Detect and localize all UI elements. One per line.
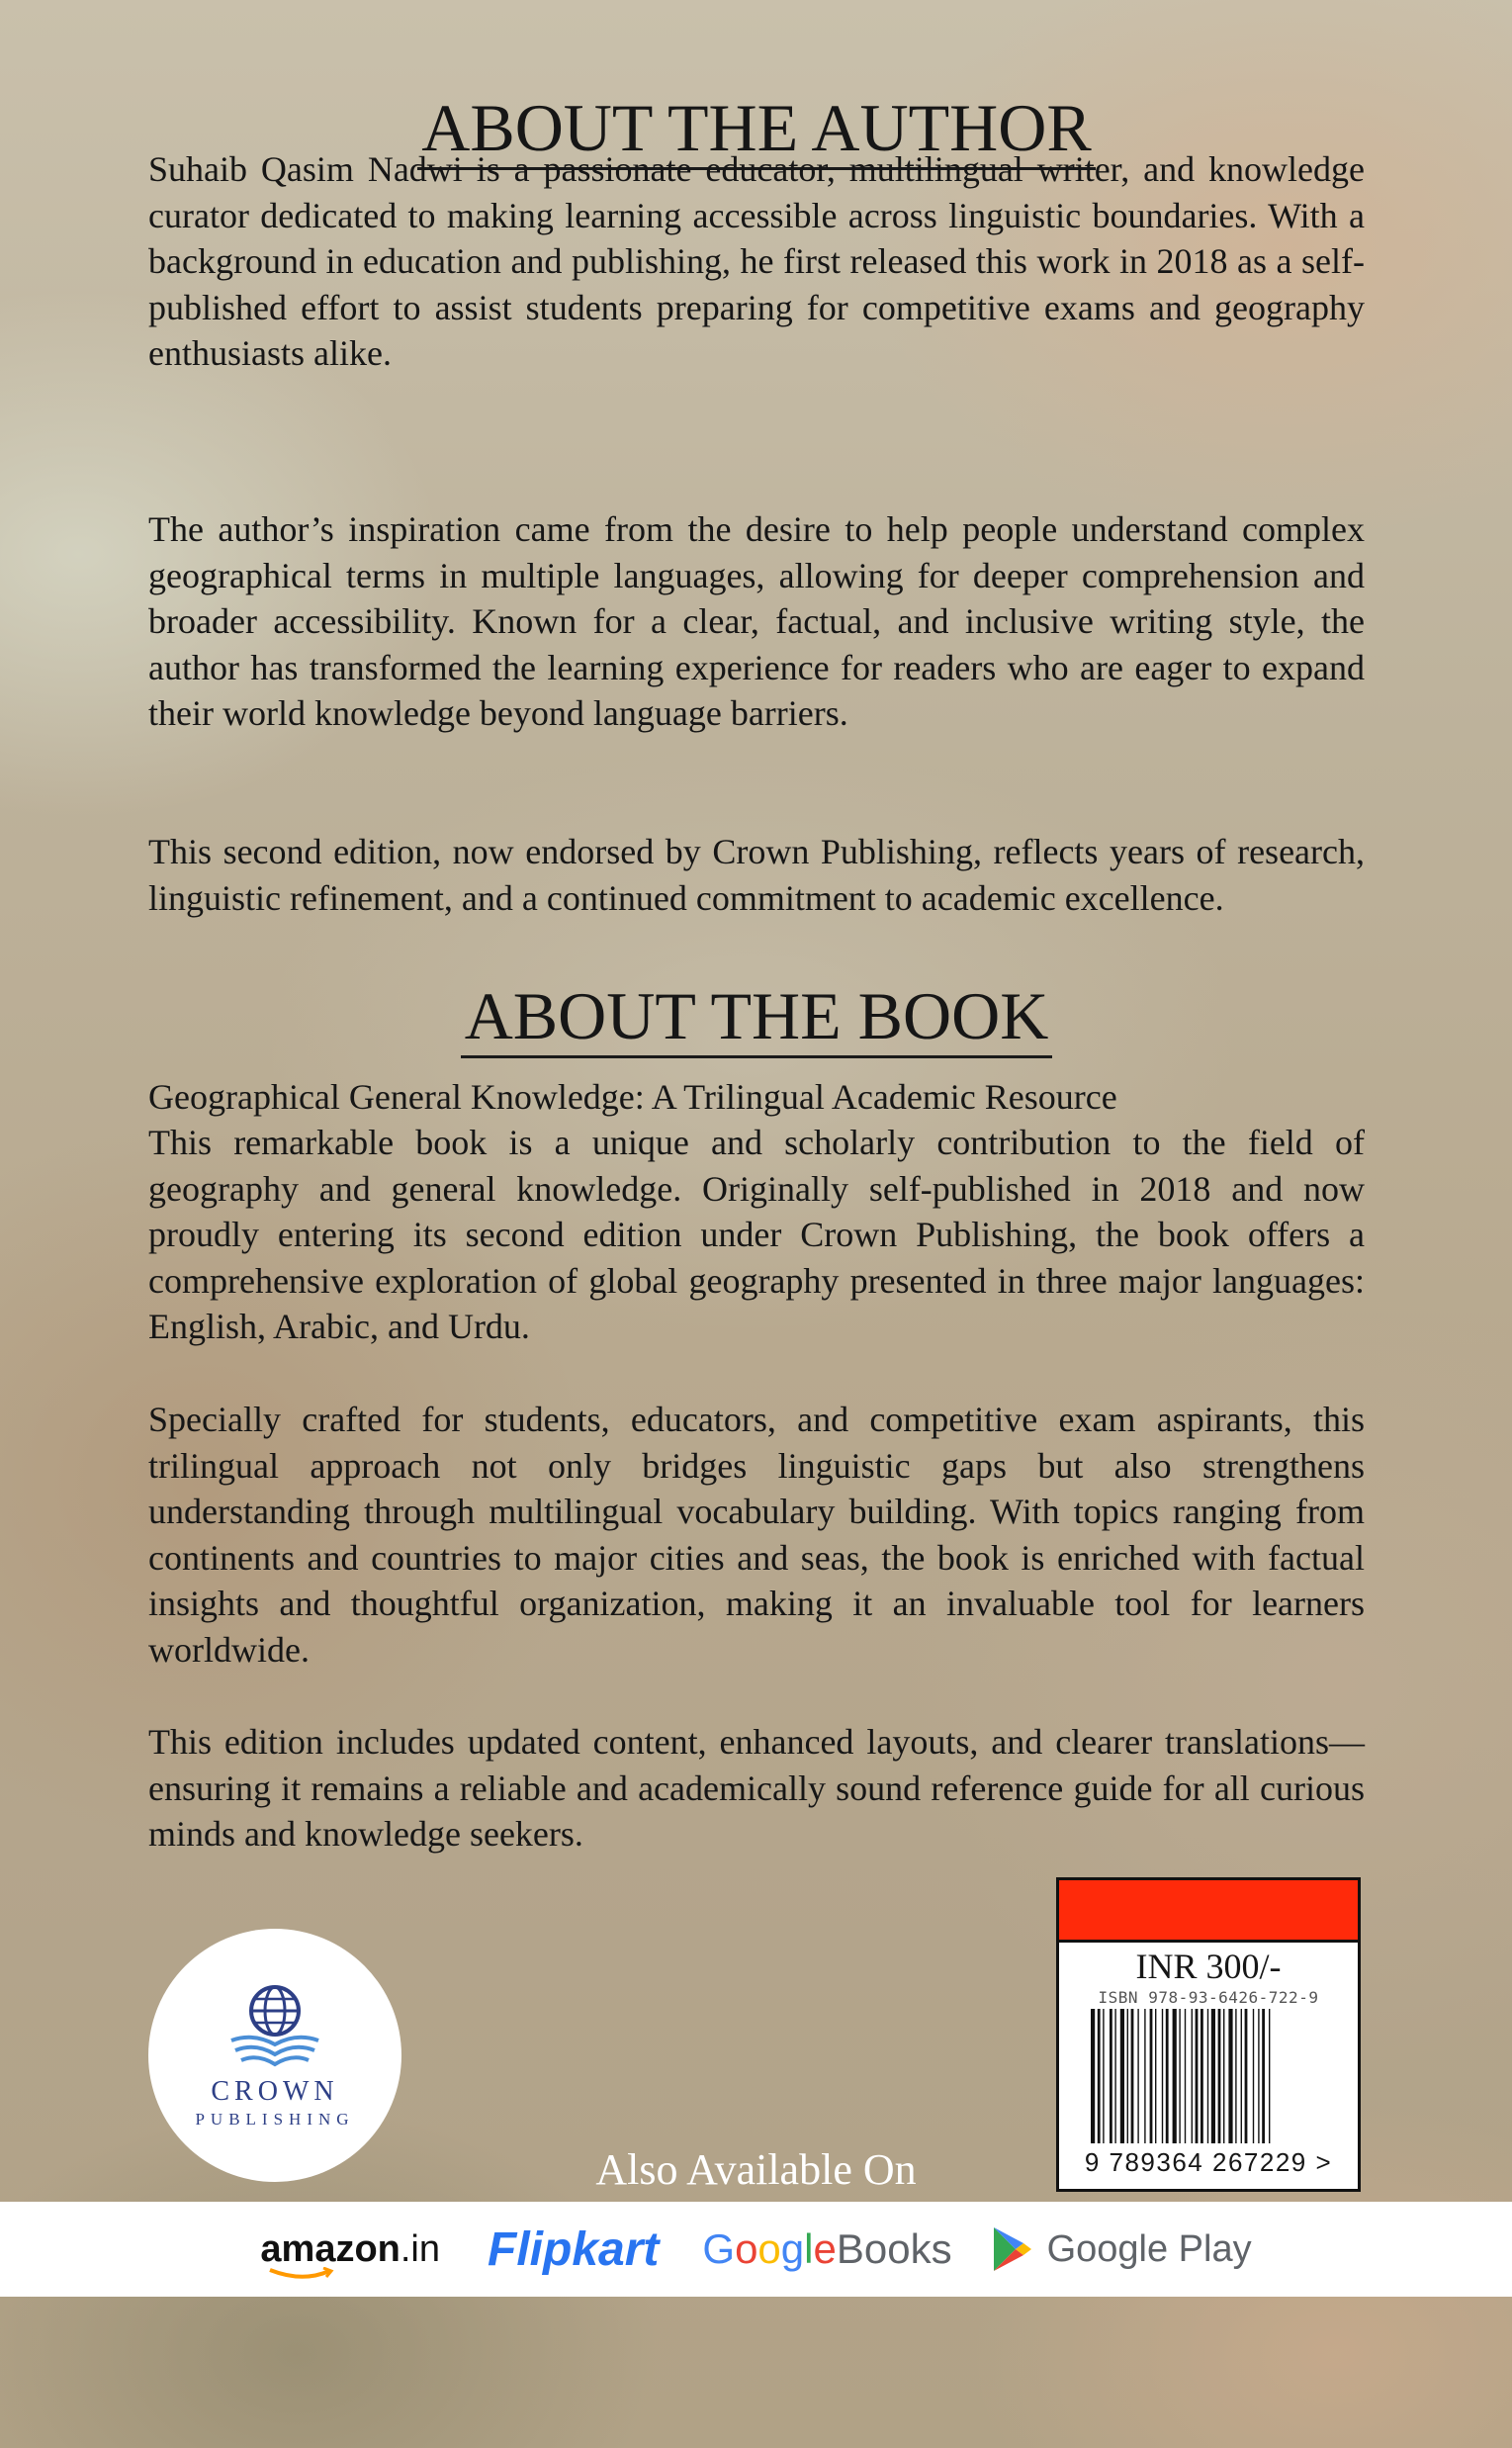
book-paragraph-2: Specially crafted for students, educators, and competitive exam aspirants, this trilingual approach not only bridges linguistic gaps but also strengthens understanding through multilingual vocabulary building. With topics ranging from continents and countries to major cities and seas, the book is enriched with factual insights and thoughtful organization, making it an invaluable tool for learners worldwide. bbox=[148, 1400, 1365, 1670]
google-play-logo[interactable] bbox=[990, 2225, 1252, 2273]
book-title-line: Geographical General Knowledge: A Trilingual Academic Resource bbox=[148, 1077, 1117, 1117]
barcode-stripe bbox=[1218, 2009, 1221, 2143]
price-header-bar bbox=[1059, 1880, 1358, 1943]
author-paragraph-1: Suhaib Qasim Nadwi is a passionate educator, multilingual writer, and knowledge curator dedicated to making learning accessible across linguistic boundaries. With a background in education and publishing, he first released this work in 2018 as a self-published effort to assist students preparing for competitive exams and geography enthusiasts alike. bbox=[148, 149, 1365, 373]
publisher-name-line2: PUBLISHING bbox=[195, 2110, 355, 2129]
barcode-stripe bbox=[1258, 2009, 1259, 2143]
gb-letter-2: o bbox=[735, 2225, 758, 2272]
barcode-stripe bbox=[1196, 2009, 1199, 2143]
barcode-stripe bbox=[1150, 2009, 1153, 2143]
isbn-label: ISBN 978-93-6426-722-9 bbox=[1098, 1988, 1319, 2007]
barcode-stripe bbox=[1185, 2009, 1186, 2143]
google-books-logo[interactable] bbox=[702, 2225, 951, 2273]
barcode-stripe bbox=[1155, 2009, 1156, 2143]
barcode-stripe bbox=[1091, 2009, 1095, 2143]
publisher-name-line1: CROWN bbox=[211, 2076, 339, 2107]
gb-letter-6: e bbox=[813, 2225, 837, 2272]
store-logos-bar bbox=[0, 2202, 1512, 2297]
barcode-stripe bbox=[1166, 2009, 1169, 2143]
barcode-stripe bbox=[1114, 2009, 1115, 2143]
barcode-stripe bbox=[1131, 2009, 1134, 2143]
barcode-bars bbox=[1089, 2009, 1326, 2147]
barcode-digits: 9 789364 267229 > bbox=[1084, 2147, 1333, 2177]
barcode-stripe bbox=[1173, 2009, 1177, 2143]
barcode-stripe bbox=[1269, 2009, 1270, 2143]
google-play-icon bbox=[990, 2225, 1033, 2273]
barcode-stripe bbox=[1245, 2009, 1248, 2143]
author-paragraph-3: This second edition, now endorsed by Crown Publishing, reflects years of research, linguistic refinement, and a continued commitment to academic excellence. bbox=[148, 832, 1365, 918]
book-heading-text: ABOUT THE BOOK bbox=[461, 978, 1053, 1058]
flipkart-logo[interactable]: Flipkart bbox=[488, 2222, 660, 2276]
amazon-logo[interactable] bbox=[260, 2228, 440, 2271]
book-heading bbox=[148, 977, 1365, 1054]
gb-books-word: Books bbox=[836, 2225, 952, 2272]
barcode-stripe bbox=[1235, 2009, 1236, 2143]
barcode-stripe bbox=[1207, 2009, 1208, 2143]
barcode-stripe bbox=[1262, 2009, 1265, 2143]
google-play-text: Google Play bbox=[1046, 2227, 1252, 2270]
book-paragraph-3: This edition includes updated content, enhanced layouts, and clearer translations—ensuring it remains a reliable and academically sound reference guide for all curious minds and knowledge seekers. bbox=[148, 1722, 1365, 1854]
amazon-suffix: .in bbox=[400, 2227, 441, 2270]
price-label: INR 300/- bbox=[1135, 1947, 1282, 1986]
globe-book-icon bbox=[225, 1981, 324, 2070]
barcode-stripe bbox=[1137, 2009, 1138, 2143]
barcode-stripe bbox=[1103, 2009, 1104, 2143]
author-paragraph-2: The author’s inspiration came from the desire to help people understand complex geographical terms in multiple languages, allowing for deeper comprehension and broader accessibility. Known for a clear, factual, and inclusive writing style, the author has transformed the learning experience for readers who are eager to expand their world knowledge beyond language barriers. bbox=[148, 509, 1365, 733]
barcode-stripe bbox=[1228, 2009, 1232, 2143]
barcode-stripe bbox=[1192, 2009, 1193, 2143]
barcode-stripe bbox=[1110, 2009, 1112, 2143]
amazon-smile-icon bbox=[268, 2267, 337, 2281]
barcode-stripe bbox=[1127, 2009, 1128, 2143]
barcode-stripe bbox=[1144, 2009, 1145, 2143]
amazon-text: amazon bbox=[260, 2227, 400, 2270]
book-paragraph-1: This remarkable book is a unique and scholarly contribution to the field of geography and general knowledge. Originally self-published in 2018 and now proudly entering its second edition under Crown Publishing, the book offers a comprehensive exploration of global geography presented in three major languages: English, Arabic, and Urdu. bbox=[148, 1123, 1365, 1346]
barcode-stripe bbox=[1162, 2009, 1163, 2143]
barcode-stripe bbox=[1211, 2009, 1215, 2143]
gb-letter-1: G bbox=[702, 2225, 736, 2272]
author-heading-text: ABOUT THE AUTHOR bbox=[417, 90, 1096, 170]
also-available-label: Also Available On bbox=[595, 2145, 917, 2194]
barcode-stripe bbox=[1179, 2009, 1180, 2143]
barcode-stripe bbox=[1201, 2009, 1203, 2143]
barcode-stripe bbox=[1223, 2009, 1224, 2143]
gb-letter-5: l bbox=[804, 2225, 814, 2272]
barcode-stripe bbox=[1120, 2009, 1124, 2143]
barcode-stripe bbox=[1253, 2009, 1254, 2143]
barcode-stripe bbox=[1098, 2009, 1101, 2143]
gb-letter-3: o bbox=[757, 2225, 781, 2272]
barcode-stripe bbox=[1241, 2009, 1242, 2143]
gb-letter-4: g bbox=[780, 2225, 805, 2272]
